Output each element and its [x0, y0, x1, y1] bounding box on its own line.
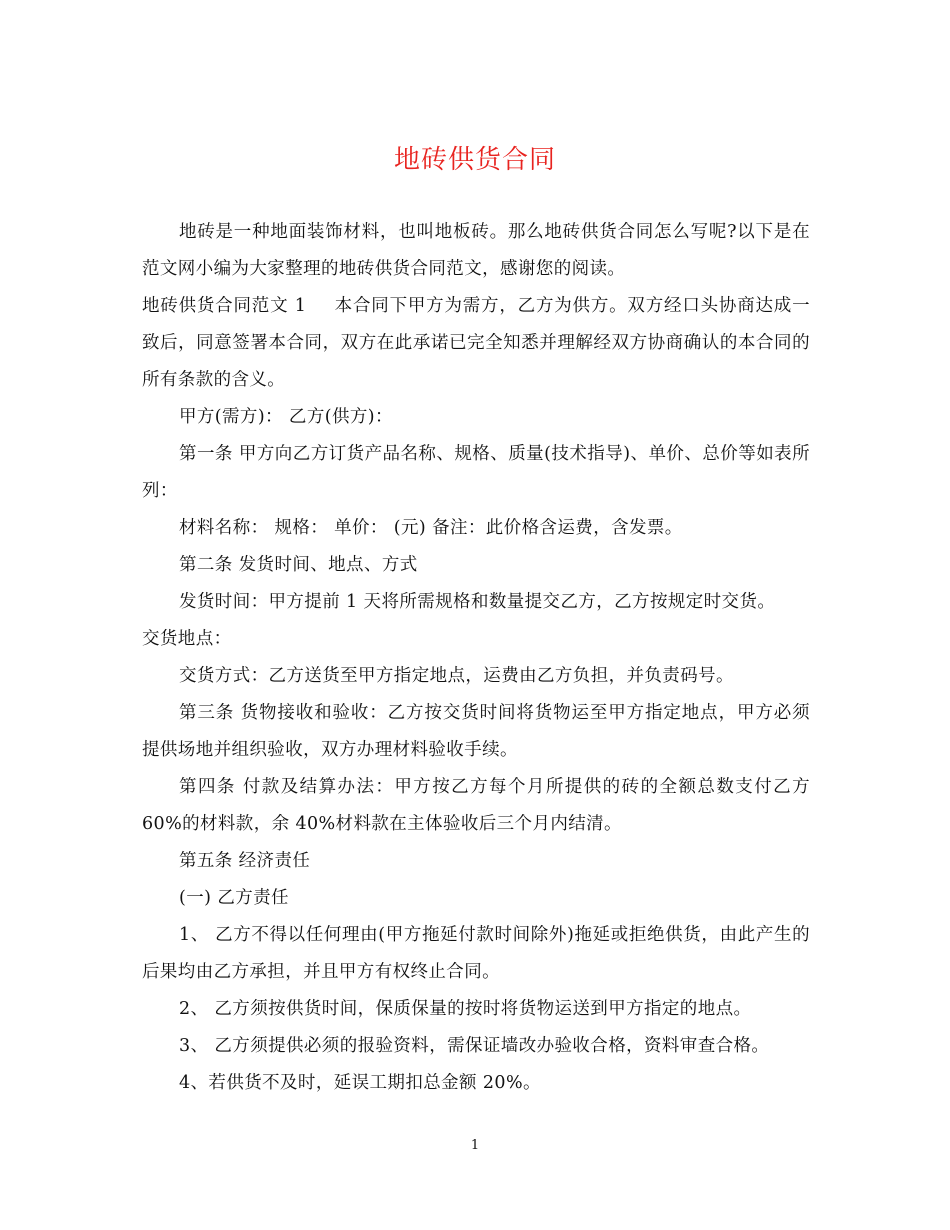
item-1: 1、 乙方不得以任何理由(甲方拖延付款时间除外)拖延或拒绝供货，由此产生的后果均由乙方承担，并且甲方有权终止合同。 [142, 925, 810, 982]
ship-method: 交货方式：乙方送货至甲方指定地点，运费由乙方负担，并负责码号。 [179, 666, 734, 686]
article-5: 第五条 经济责任 [179, 851, 311, 871]
section-a: (一) 乙方责任 [179, 888, 289, 908]
article-3: 第三条 货物接收和验收：乙方按交货时间将货物运至甲方指定地点，甲方必须提供场地并组织验收，双方办理材料验收手续。 [142, 703, 810, 760]
item-2: 2、 乙方须按供货时间，保质保量的按时将货物运送到甲方指定的地点。 [179, 999, 752, 1019]
document-body [142, 214, 810, 1102]
page-number: 1 [470, 1138, 480, 1153]
sample-paragraph [142, 288, 810, 399]
intro-paragraph: 地砖是一种地面装饰材料，也叫地板砖。那么地砖供货合同怎么写呢?以下是在范文网小编为大家整理的地砖供货合同范文，感谢您的阅读。 [142, 222, 810, 279]
article-1: 第一条 甲方向乙方订货产品名称、规格、质量(技术指导)、单价、总价等如表所列： [142, 444, 810, 501]
article-2: 第二条 发货时间、地点、方式 [179, 555, 418, 575]
parties-line: 甲方(需方)： 乙方(供方)： [179, 407, 393, 427]
ship-place: 交货地点： [142, 629, 232, 649]
sample-text: 本合同下甲方为需方，乙方为供方。双方经口头协商达成一致后，同意签署本合同，双方在此承诺已完全知悉并理解经双方协商确认的本合同的所有条款的含义。 [142, 296, 810, 390]
item-3: 3、 乙方须提供必须的报验资料，需保证墙改办验收合格，资料审查合格。 [179, 1036, 770, 1056]
item-4: 4、若供货不及时，延误工期扣总金额 20%。 [179, 1073, 541, 1093]
article-4: 第四条 付款及结算办法：甲方按乙方每个月所提供的砖的全额总数支付乙方 60%的材料款，余 40%材料款在主体验收后三个月内结清。 [142, 777, 810, 834]
sample-heading: 地砖供货合同范文 1 [142, 296, 307, 316]
ship-time: 发货时间：甲方提前 1 天将所需规格和数量提交乙方，乙方按规定时交货。 [179, 592, 776, 612]
document-title: 地砖供货合同 [393, 145, 556, 175]
materials-line: 材料名称： 规格： 单价： (元) 备注：此价格含运费，含发票。 [179, 518, 683, 538]
